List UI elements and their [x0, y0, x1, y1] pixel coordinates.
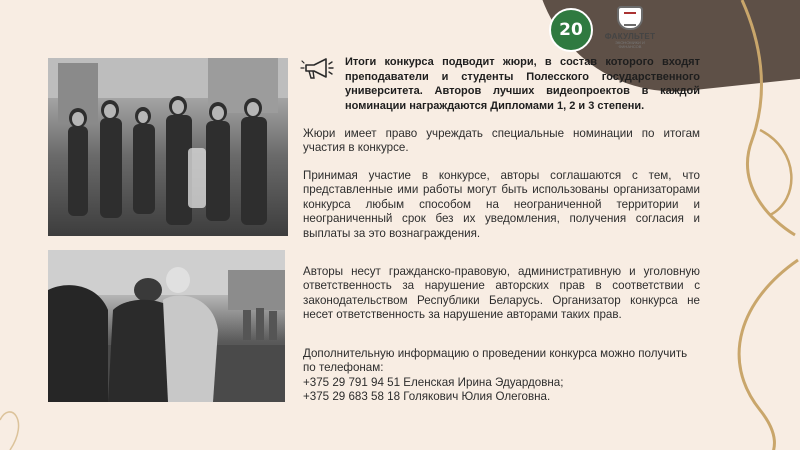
- contact-phone-1: +375 29 791 94 51 Еленская Ирина Эдуардовна;: [303, 375, 564, 389]
- paragraph-special-nominations: Жюри имеет право учреждать специальные номинации по итогам участия в конкурсе.: [303, 127, 700, 155]
- contact-phone-2: +375 29 683 58 18 Голякович Юлия Олеговна.: [303, 390, 551, 404]
- historic-photo-crowd: [48, 58, 288, 236]
- contacts-block: [303, 347, 700, 405]
- historic-photo-embrace: [48, 250, 285, 402]
- paragraph-consent: Принимая участие в конкурсе, авторы соглашаются с тем, что представленные ими работы могут быть использованы организаторами конкурса любым способом на неограниченной территории и неограниченный срок без их уведомления, получения согласия и выплаты за это вознаграждения.: [303, 169, 700, 240]
- faculty-logo-subtext: ЭКОНОМИКИ И ФИНАНСОВ: [615, 40, 645, 49]
- megaphone-icon: [300, 56, 334, 82]
- anniversary-logo: [549, 8, 593, 52]
- faculty-logo-text: ФАКУЛЬТЕТ: [604, 32, 656, 41]
- contacts-intro: Дополнительную информацию о проведении конкурса можно получить по телефонам:: [303, 347, 688, 375]
- paragraph-liability: Авторы несут гражданско-правовую, административную и уголовную ответственность за нарушение авторских прав в соответствии с законодательством Республики Беларусь. Организатор конкурса не несет ответственность за нарушение авторами таких прав.: [303, 265, 700, 322]
- anniversary-logo-number: 20: [559, 20, 583, 40]
- faculty-crest-icon: [617, 6, 643, 30]
- faculty-logo: [604, 6, 656, 56]
- headline-text: Итоги конкурса подводит жюри, в состав которого входят преподаватели и студенты Полесского государственного университета. Авторов лучших видеопроектов в каждой номинации награждаются Дипломами 1, 2 и 3 степени.: [345, 56, 700, 112]
